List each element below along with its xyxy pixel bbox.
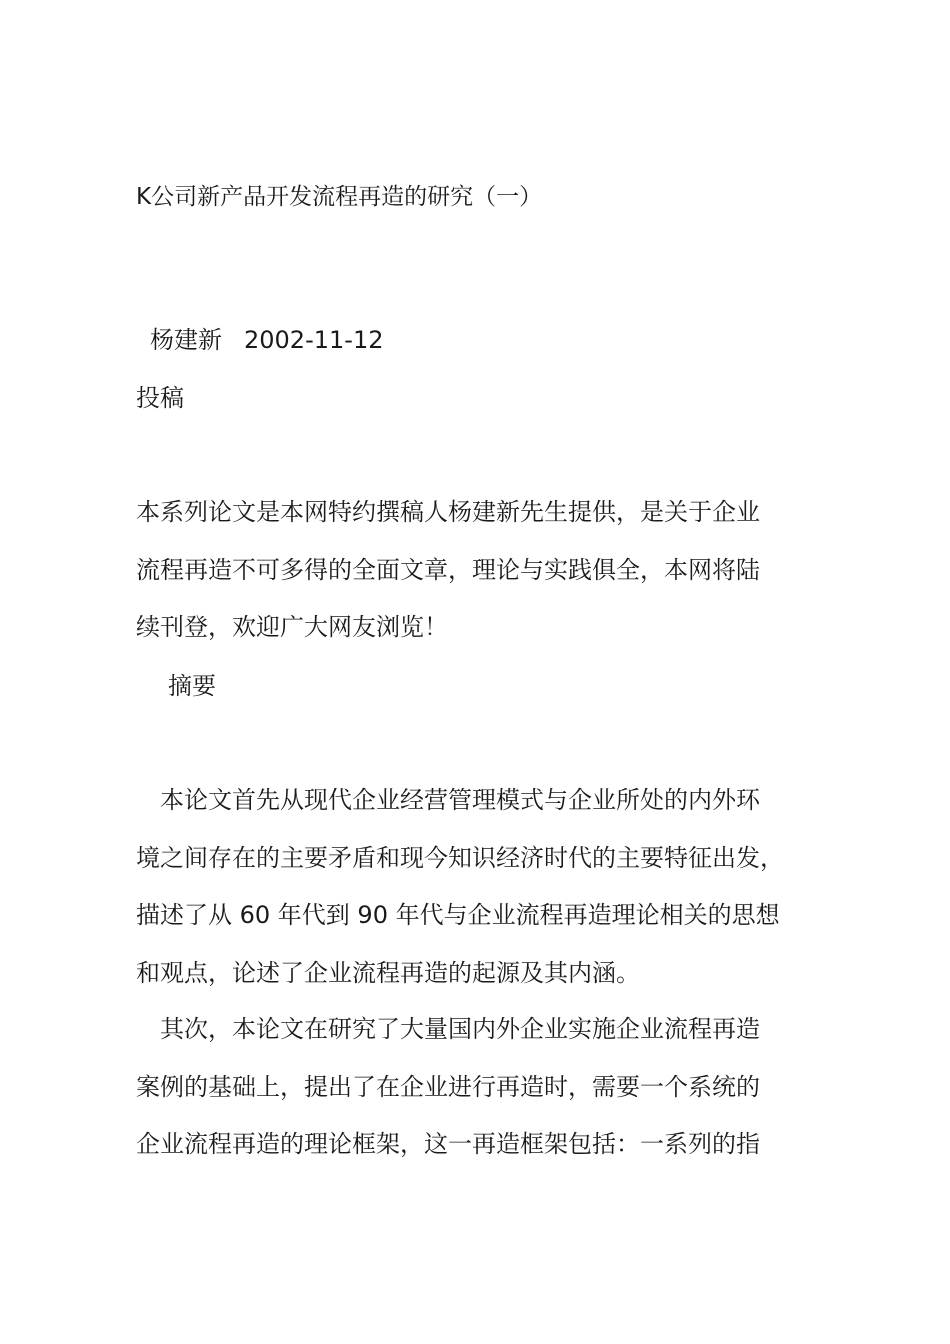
intro-line: 本系列论文是本网特约撰稿人杨建新先生提供，是关于企业 [136, 498, 760, 526]
publish-date: 2002-11-12 [244, 326, 384, 354]
abstract-paragraph-2 [136, 1001, 760, 1174]
paragraph-line: 描述了从 60 年代到 90 年代与企业流程再造理论相关的思想 [136, 901, 780, 929]
document-title: K公司新产品开发流程再造的研究（一） [136, 184, 543, 210]
abstract-heading: 摘要 [168, 672, 216, 700]
paragraph-line: 案例的基础上，提出了在企业进行再造时，需要一个系统的 [136, 1072, 760, 1101]
author-name: 杨建新 [150, 326, 222, 354]
submission-label: 投稿 [136, 384, 184, 412]
paragraph-line: 其次，本论文在研究了大量国内外企业实施企业流程再造 [136, 1015, 760, 1043]
abstract-paragraph-1 [136, 772, 784, 1002]
intro-line: 续刊登，欢迎广大网友浏览！ [136, 613, 448, 641]
paragraph-line: 和观点，论述了企业流程再造的起源及其内涵。 [136, 958, 640, 987]
byline [150, 322, 383, 358]
paragraph-line: 企业流程再造的理论框架，这一再造框架包括：一系列的指 [136, 1130, 760, 1158]
paragraph-line: 境之间存在的主要矛盾和现今知识经济时代的主要特征出发， [136, 843, 784, 872]
paragraph-line: 本论文首先从现代企业经营管理模式与企业所处的内外环 [136, 786, 760, 814]
intro-line: 流程再造不可多得的全面文章，理论与实践俱全，本网将陆 [136, 555, 760, 584]
intro-paragraph [136, 484, 760, 657]
